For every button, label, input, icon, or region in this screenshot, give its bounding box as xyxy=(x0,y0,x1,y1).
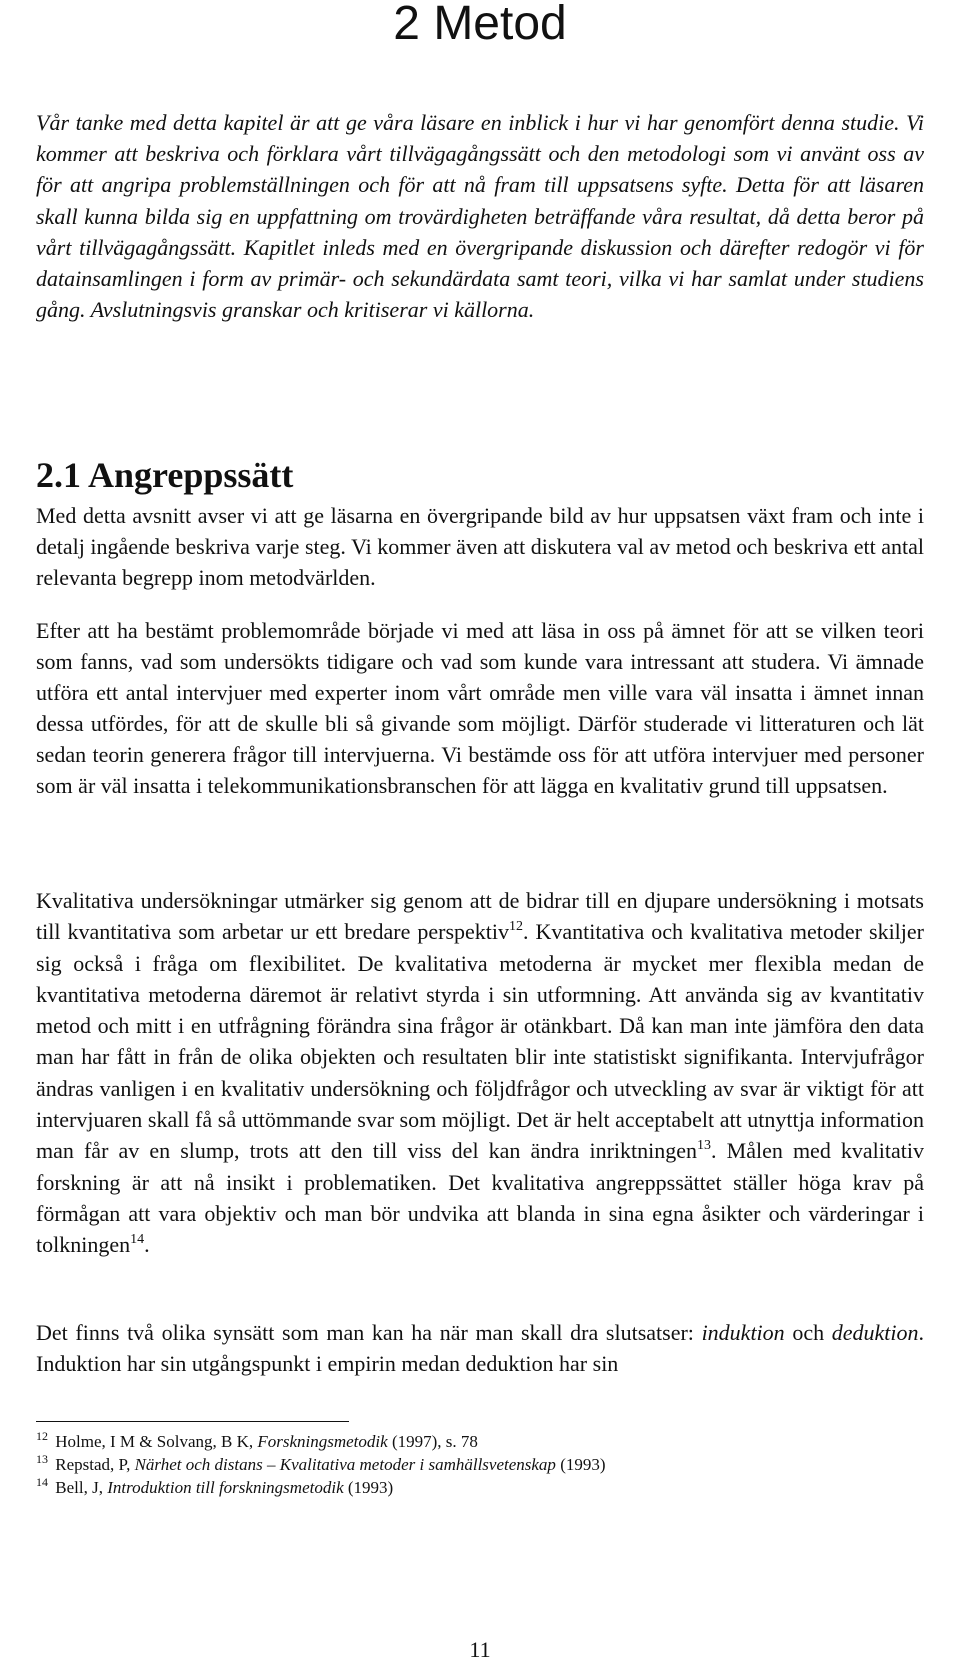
paragraph-qualitative xyxy=(36,885,924,1261)
page-number: 11 xyxy=(469,1637,491,1662)
section-heading: 2.1 Angreppssätt xyxy=(36,455,294,495)
footnote-year: (1993) xyxy=(343,1478,394,1497)
paragraph-induction-text-1: Det finns två olika synsätt som man kan ha när man skall dra slutsatser: xyxy=(36,1320,702,1345)
footnote-ref-13[interactable]: 13 xyxy=(697,1138,712,1154)
footnote-ref-14[interactable]: 14 xyxy=(130,1232,145,1248)
footnote-13 xyxy=(36,1453,924,1476)
footnote-list xyxy=(36,1430,924,1499)
paragraph-qualitative-text-4: . xyxy=(144,1232,150,1258)
footnote-number: 14 xyxy=(36,1475,48,1489)
footnote-12 xyxy=(36,1430,924,1453)
footnote-title: Introduktion till forskningsmetodik xyxy=(107,1478,344,1497)
footnote-number: 13 xyxy=(36,1452,48,1466)
term-induktion: induktion xyxy=(701,1320,785,1345)
paragraph-qualitative-text-1: Kvalitativa undersökningar utmärker sig genom att de bidrar till en djupare undersökning i motsats till kvantitativa som arbetar ur ett bredare perspektiv xyxy=(36,888,924,945)
paragraph-qualitative-text-2: . Kvantitativa och kvalitativa metoder skiljer sig också i fråga om flexibilitet. De kvalitativa metoderna är mycket mer flexibla medan de kvantitativa metoderna däremot är relativt styrda i sin utformning. Att använda sig av kvantitativ metod och mitt i en utfrågning förändra sina frågor är otänkbart. Då kan man inte jämföra den data man har fått in från de olika objekten och resultaten blir inte statistiskt signifikanta. Intervjufrågor ändras vanligen i en kvalitativ undersökning och följdfrågor och utveckling av svar är viktigt för att intervjuaren skall få så uttömmande svar som möjligt. Det är helt acceptabelt att utnyttja information man får av en slump, trots att den till viss del kan ändra inriktningen xyxy=(36,919,924,1164)
paragraph-overview: Med detta avsnitt avser vi att ge läsarna en övergripande bild av hur uppsatsen växt fram och inte i detalj ingående beskriva varje steg. Vi kommer även att diskutera val av metod och beskriva ett antal relevanta begrepp inom metodvärlden. xyxy=(36,503,924,590)
footnote-author: Holme, I M & Solvang, B K, xyxy=(51,1432,258,1451)
footnote-author: Repstad, P, xyxy=(51,1455,135,1474)
chapter-intro: Vår tanke med detta kapitel är att ge våra läsare en inblick i hur vi har genomfört denna studie. Vi kommer att beskriva och förklara vårt tillvägagångssätt och den metodologi som vi använt oss av för att angripa problemställningen och för att nå fram till uppsatsens syfte. Detta för att läsaren skall kunna bilda sig en uppfattning om trovärdigheten beträffande våra resultat, då detta beror på vårt tillvägagångssätt. Kapitlet inleds med en övergripande diskussion och därefter redogör vi för datainsamlingen i form av primär- och sekundärdata samt teori, vilka vi har samlat under studiens gång. Avslutningsvis granskar och kritiserar vi källorna. xyxy=(36,110,924,323)
footnote-separator xyxy=(36,1421,349,1422)
footnote-ref-12[interactable]: 12 xyxy=(509,919,524,935)
paragraph-qualitative-text-3: . Målen med kvalitativ forskning är att nå insikt i problematiken. Det kvalitativa angreppssättet ställer höga krav på förmågan att vara objektiv och man bör undvika att blanda in sina egna åsikter och värderingar i tolkningen xyxy=(36,1138,925,1258)
term-deduktion: deduktion xyxy=(831,1320,919,1345)
footnote-year: (1997), s. 78 xyxy=(387,1432,478,1451)
chapter-title: 2 Metod xyxy=(393,0,567,50)
footnote-title: Forskningsmetodik xyxy=(257,1432,388,1451)
paragraph-induction xyxy=(36,1317,924,1379)
footnote-number: 12 xyxy=(36,1429,48,1443)
paragraph-process: Efter att ha bestämt problemområde började vi med att läsa in oss på ämnet för att se vilken teori som fanns, vad som undersökts tidigare och vad som kunde vara intressant att studera. Vi ämnade utföra ett antal intervjuer med experter inom vårt område men ville vara väl insatta i ämnet innan dessa utfördes, för att de skulle bli så givande som möjligt. Därför studerade vi litteraturen och lät sedan teorin generera frågor till intervjuerna. Vi bestämde oss för att utföra intervjuer med personer som är väl insatta i telekommunikationsbranschen för att lägga en kvalitativ grund till uppsatsen. xyxy=(36,618,924,798)
footnote-author: Bell, J, xyxy=(51,1478,108,1497)
paragraph-induction-text-3: . Induktion har sin utgångspunkt i empirin medan deduktion har sin xyxy=(36,1320,925,1376)
paragraph-induction-text-2: och xyxy=(784,1320,832,1345)
footnote-year: (1993) xyxy=(555,1455,606,1474)
footnote-14 xyxy=(36,1476,924,1499)
footnote-title: Närhet och distans – Kvalitativa metoder i samhällsvetenskap xyxy=(134,1455,556,1474)
